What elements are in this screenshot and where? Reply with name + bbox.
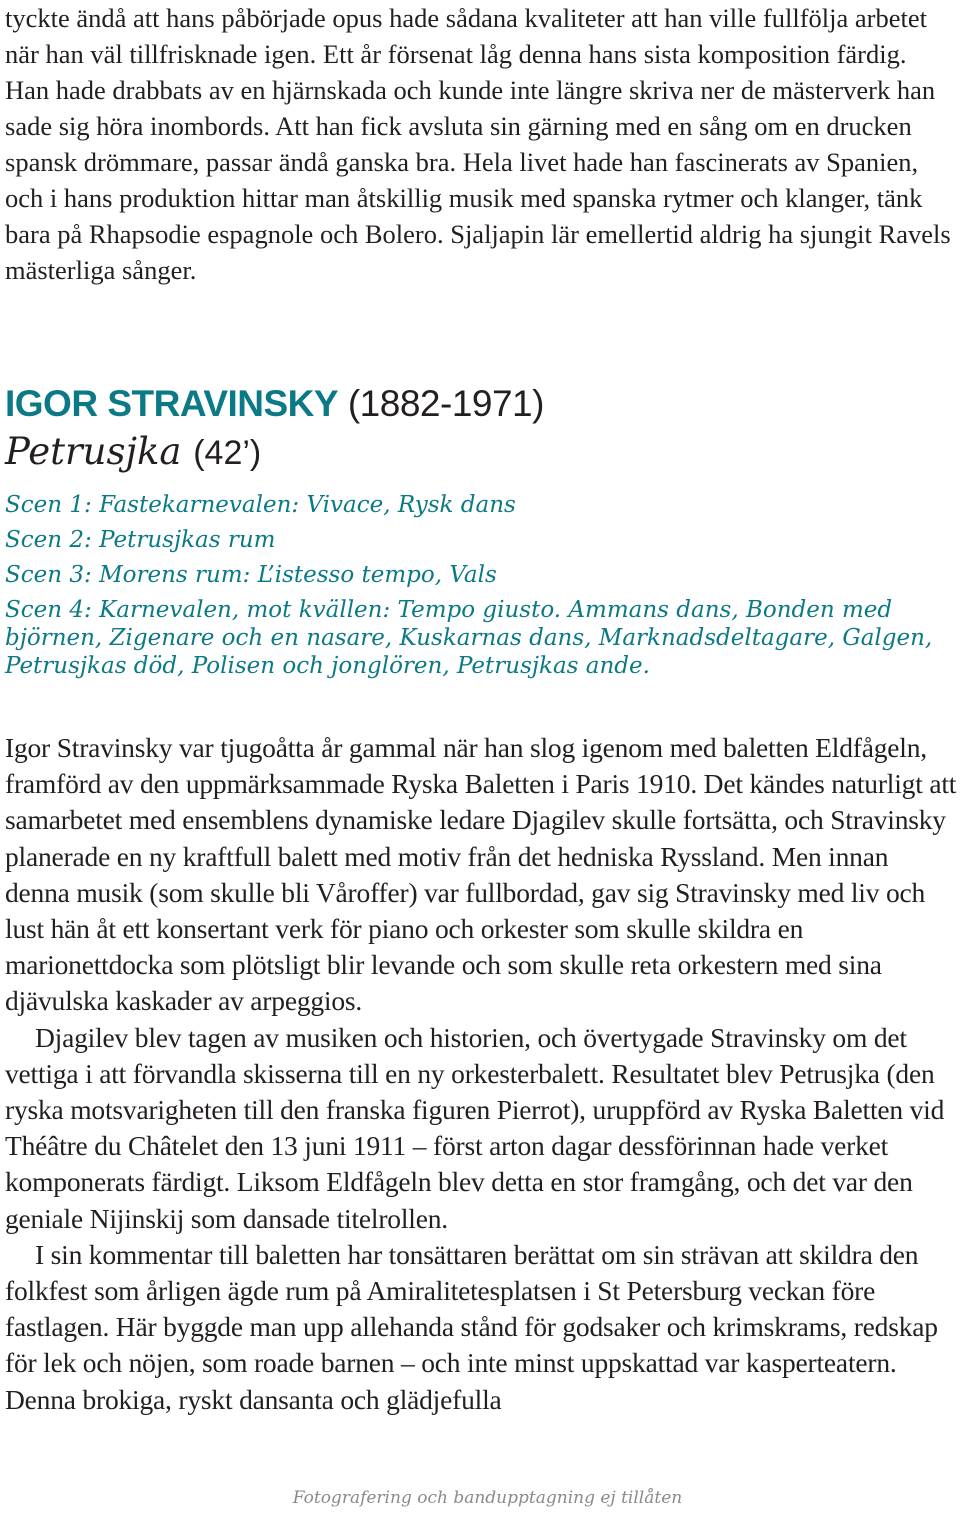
- intro-paragraph: tyckte ändå att hans påbörjade opus hade sådana kvaliteter att han ville fullfölja arbetet när han väl tillfrisknade igen. Ett år försenat låg denna hans sista komposition färdig. Han hade drabbats av en hjärnskada och kunde inte längre skriva ner de mästerverk han sade sig höra inombords. Att han fick avsluta sin gärning med en sång om en drucken spansk drömmare, passar ändå ganska bra. Hela livet hade han fascinerats av Spanien, och i hans produktion hittar man åtskillig musik med spanska rytmer och klanger, tänk bara på Rhapsodie espagnole och Bolero. Sjaljapin lär emellertid aldrig ha sjungit Ravels mästerliga sånger.: [5, 3, 951, 285]
- scene-list: [5, 491, 957, 680]
- body-paragraph: I sin kommentar till baletten har tonsättaren berättat om sin strävan att skildra den folkfest som årligen ägde rum på Amiralitetesplatsen i St Petersburg veckan före fastlagen. Här byggde man upp allehanda stånd för godsaker och krimskrams, redskap för lek och nöjen, som roade barnen – och inte minst uppskattad var kasperteatern. Denna brokiga, ryskt dansanta och glädjefulla: [5, 1238, 938, 1415]
- scene-item: Scen 2: Petrusjkas rum: [5, 527, 276, 553]
- body-paragraph: Igor Stravinsky var tjugoåtta år gammal när han slog igenom med baletten Eldfågeln, framförd av den uppmärksammade Ryska Baletten i Paris 1910. Det kändes naturligt att samarbetet med ensemblens dynamiske ledare Djagilev skulle fortsätta, och Stravinsky planerade en ny kraftfull balett med motiv från det hedniska Ryssland. Men innan denna musik (som skulle bli Våroffer) var fullbordad, gav sig Stravinsky med liv och lust hän åt ett konsertant verk för piano och orkester som skulle skildra en marionettdocka som plötsligt blir levande och som skulle reta orkestern med sina djävulska kaskader av arpeggios.: [5, 732, 957, 1017]
- scene-item: Scen 3: Morens rum: L’istesso tempo, Vals: [5, 562, 497, 588]
- work-title: Petrusjka: [5, 430, 182, 473]
- work-heading: [5, 428, 957, 477]
- work-duration: (42’): [193, 434, 262, 472]
- body-paragraph: Djagilev blev tagen av musiken och historien, och övertygade Stravinsky om det vettiga i att förvandla skisserna till en ny orkesterbalett. Resultatet blev Petrusjka (den ryska motsvarigheten till den franska figuren Pierrot), uruppförd av Ryska Baletten vid Théâtre du Châtelet den 13 juni 1911 – först arton dagar dessförinnan hade verket komponerats färdigt. Liksom Eldfågeln blev detta en stor framgång, och det var den geniale Nijinskij som dansade titelrollen.: [5, 1021, 945, 1234]
- composer-heading: [5, 382, 957, 426]
- scene-item: Scen 1: Fastekarnevalen: Vivace, Rysk dans: [5, 492, 516, 518]
- body-text: [5, 730, 957, 1418]
- document-page: [5, 0, 957, 1418]
- composer-name: IGOR STRAVINSKY: [5, 383, 339, 424]
- composer-years: (1882-1971): [347, 383, 544, 424]
- footer-notice: Fotografering och bandupptagning ej tillåten: [292, 1488, 683, 1508]
- scene-item: Scen 4: Karnevalen, mot kvällen: Tempo giusto. Ammans dans, Bonden med björnen, Zigenare och en nasare, Kuskarnas dans, Marknadsdeltagare, Galgen, Petrusjkas död, Polisen och jonglören, Petrusjkas ande.: [5, 597, 933, 679]
